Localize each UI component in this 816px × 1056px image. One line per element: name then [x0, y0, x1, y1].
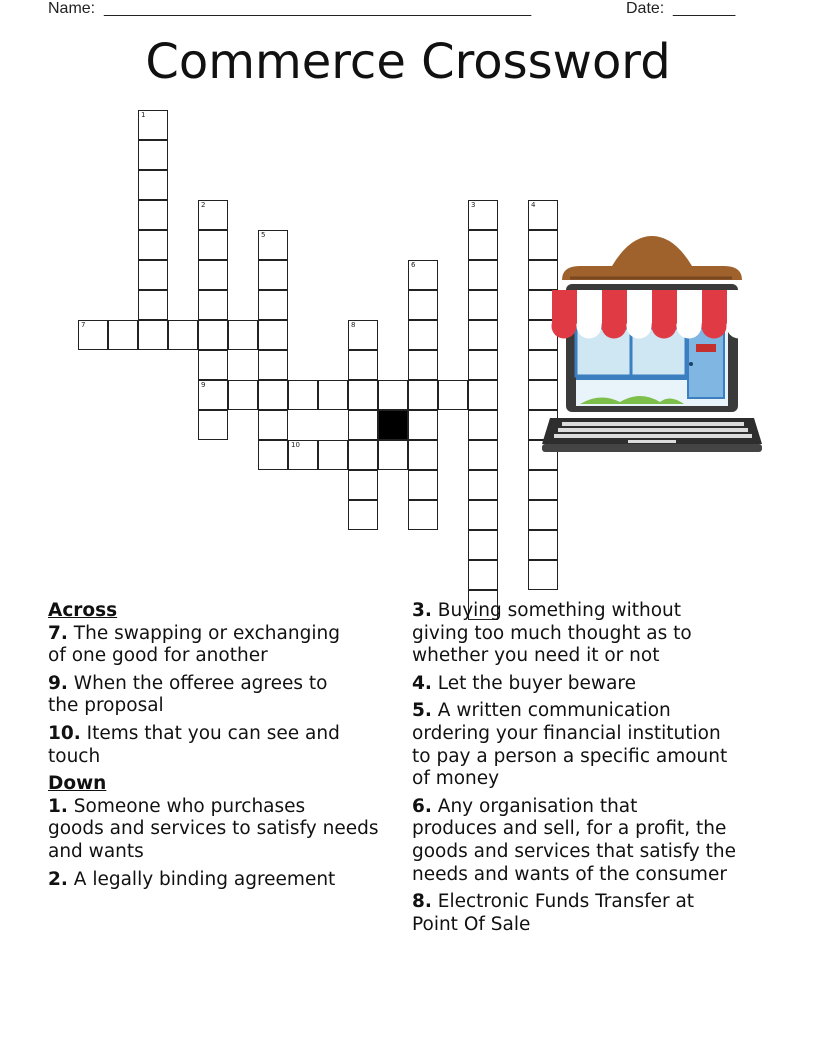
crossword-cell[interactable] — [258, 410, 288, 440]
clue-text: goods and services to satisfy needs — [48, 818, 379, 840]
crossword-cell[interactable] — [348, 350, 378, 380]
crossword-cell[interactable] — [258, 290, 288, 320]
clue-number: 1 — [141, 111, 146, 119]
clue-number-label: 9. — [48, 672, 68, 694]
clue-text: produces and sell, for a profit, the — [412, 818, 727, 840]
crossword-cell[interactable] — [468, 410, 498, 440]
clue-number-label: 7. — [48, 622, 68, 644]
crossword-cell[interactable] — [138, 230, 168, 260]
crossword-cell[interactable] — [468, 500, 498, 530]
clue-number: 4 — [531, 201, 536, 209]
clue-text: A written communication — [431, 700, 671, 722]
clue-text: A legally binding agreement — [67, 868, 336, 890]
crossword-cell[interactable] — [318, 440, 348, 470]
clue-text: and wants — [48, 840, 144, 862]
clues-right-column — [412, 600, 792, 941]
clue-number-label: 6. — [412, 795, 432, 817]
crossword-cell[interactable] — [198, 350, 228, 380]
crossword-cell[interactable] — [468, 380, 498, 410]
clue-number: 5 — [261, 231, 266, 239]
crossword-cell[interactable] — [528, 500, 558, 530]
clue-item — [48, 723, 408, 768]
clue-number-label: 2. — [48, 868, 68, 890]
page-title: Commerce Crossword — [145, 34, 671, 90]
crossword-cell[interactable] — [168, 320, 198, 350]
date-label: Date: — [626, 0, 665, 17]
crossword-cell[interactable] — [198, 380, 228, 410]
name-label: Name: — [48, 0, 96, 17]
crossword-cell[interactable] — [258, 440, 288, 470]
online-shop-laptop-icon — [540, 232, 764, 462]
crossword-cell[interactable] — [438, 380, 468, 410]
crossword-cell[interactable] — [348, 320, 378, 350]
crossword-cell[interactable] — [468, 290, 498, 320]
crossword-cell[interactable] — [468, 440, 498, 470]
crossword-cell[interactable] — [198, 410, 228, 440]
crossword-cell[interactable] — [528, 530, 558, 560]
crossword-cell[interactable] — [348, 410, 378, 440]
clue-text: of one good for another — [48, 645, 268, 667]
crossword-cell[interactable] — [258, 320, 288, 350]
crossword-cell[interactable] — [138, 260, 168, 290]
clue-number: 9 — [201, 381, 206, 389]
crossword-cell[interactable] — [288, 440, 318, 470]
crossword-cell[interactable] — [138, 140, 168, 170]
crossword-cell[interactable] — [348, 470, 378, 500]
crossword-cell[interactable] — [258, 260, 288, 290]
crossword-cell[interactable] — [78, 320, 108, 350]
clue-text: Someone who purchases — [67, 795, 306, 817]
crossword-cell[interactable] — [198, 320, 228, 350]
clue-text: Buying something without — [431, 600, 682, 621]
crossword-cell[interactable] — [408, 500, 438, 530]
clue-number-label: 5. — [412, 700, 432, 722]
name-line[interactable]: ________________________________________________ — [104, 0, 532, 17]
crossword-cell[interactable] — [348, 500, 378, 530]
clue-text: Point Of Sale — [412, 913, 531, 935]
crossword-cell[interactable] — [198, 200, 228, 230]
crossword-cell[interactable] — [408, 290, 438, 320]
crossword-cell[interactable] — [378, 380, 408, 410]
down-clue-list-continued — [412, 600, 792, 936]
clue-text: When the offeree agrees to — [67, 672, 328, 694]
clue-text: goods and services that satisfy the — [412, 840, 736, 862]
crossword-cell[interactable] — [468, 560, 498, 590]
clues-left-column — [48, 600, 408, 896]
crossword-cell[interactable] — [468, 350, 498, 380]
across-heading: Across — [48, 600, 118, 621]
clue-item — [48, 623, 408, 668]
crossword-cell[interactable] — [528, 560, 558, 590]
across-clue-list — [48, 623, 408, 769]
crossword-cell[interactable] — [138, 110, 168, 140]
clue-text: ordering your financial institution — [412, 722, 721, 744]
crossword-cell[interactable] — [228, 320, 258, 350]
crossword-cell[interactable] — [408, 380, 438, 410]
crossword-cell[interactable] — [468, 320, 498, 350]
crossword-cell[interactable] — [408, 440, 438, 470]
clue-text: needs and wants of the consumer — [412, 863, 727, 885]
crossword-block — [378, 410, 408, 440]
clue-number-label: 3. — [412, 600, 432, 621]
crossword-cell[interactable] — [468, 260, 498, 290]
clue-number: 7 — [81, 321, 86, 329]
clue-item — [48, 673, 408, 718]
crossword-cell[interactable] — [258, 380, 288, 410]
crossword-cell[interactable] — [138, 290, 168, 320]
crossword-cell[interactable] — [528, 200, 558, 230]
crossword-cell[interactable] — [378, 440, 408, 470]
clue-number: 6 — [411, 261, 416, 269]
crossword-cell[interactable] — [408, 470, 438, 500]
crossword-cell[interactable] — [198, 290, 228, 320]
clue-number: 3 — [471, 201, 476, 209]
clue-text: the proposal — [48, 695, 164, 717]
crossword-cell[interactable] — [138, 320, 168, 350]
clue-text: Items that you can see and — [80, 722, 340, 744]
crossword-cell[interactable] — [228, 380, 258, 410]
crossword-cell[interactable] — [198, 260, 228, 290]
crossword-cell[interactable] — [138, 200, 168, 230]
clue-item — [412, 600, 792, 668]
clue-item — [412, 891, 792, 936]
clue-number-label: 8. — [412, 891, 432, 913]
clue-item — [412, 700, 792, 790]
clue-number: 2 — [201, 201, 206, 209]
clue-text: touch — [48, 745, 101, 767]
clue-number-label: 4. — [412, 672, 432, 694]
clue-number-label: 1. — [48, 795, 68, 817]
clue-text: Let the buyer beware — [431, 672, 636, 694]
crossword-cell[interactable] — [138, 170, 168, 200]
crossword-cell[interactable] — [198, 230, 228, 260]
crossword-cell[interactable] — [108, 320, 138, 350]
clue-item — [48, 869, 408, 892]
crossword-cell[interactable] — [528, 470, 558, 500]
crossword-cell[interactable] — [348, 440, 378, 470]
clue-item — [412, 673, 792, 696]
crossword-cell[interactable] — [408, 410, 438, 440]
crossword-cell[interactable] — [468, 230, 498, 260]
clue-number: 10 — [291, 441, 300, 449]
clue-text: of money — [412, 768, 500, 790]
clue-number: 8 — [351, 321, 356, 329]
crossword-cell[interactable] — [258, 230, 288, 260]
clue-text: whether you need it or not — [412, 645, 660, 667]
crossword-cell[interactable] — [468, 470, 498, 500]
crossword-cell[interactable] — [468, 200, 498, 230]
clue-text: giving too much thought as to — [412, 622, 692, 644]
down-clue-list — [48, 796, 408, 891]
clue-text: The swapping or exchanging — [67, 622, 340, 644]
clue-text: to pay a person a specific amount — [412, 745, 728, 767]
date-line[interactable]: _______ — [673, 0, 736, 17]
crossword-cell[interactable] — [408, 320, 438, 350]
clue-number-label: 10. — [48, 722, 81, 744]
clue-item — [412, 796, 792, 886]
crossword-cell[interactable] — [408, 350, 438, 380]
crossword-cell[interactable] — [408, 260, 438, 290]
crossword-cell[interactable] — [468, 530, 498, 560]
clue-item — [48, 796, 408, 864]
crossword-cell[interactable] — [288, 380, 318, 410]
crossword-cell[interactable] — [348, 380, 378, 410]
crossword-cell[interactable] — [258, 350, 288, 380]
clue-text: Any organisation that — [431, 795, 638, 817]
down-heading: Down — [48, 773, 107, 795]
clue-text: Electronic Funds Transfer at — [431, 891, 695, 913]
crossword-cell[interactable] — [318, 380, 348, 410]
